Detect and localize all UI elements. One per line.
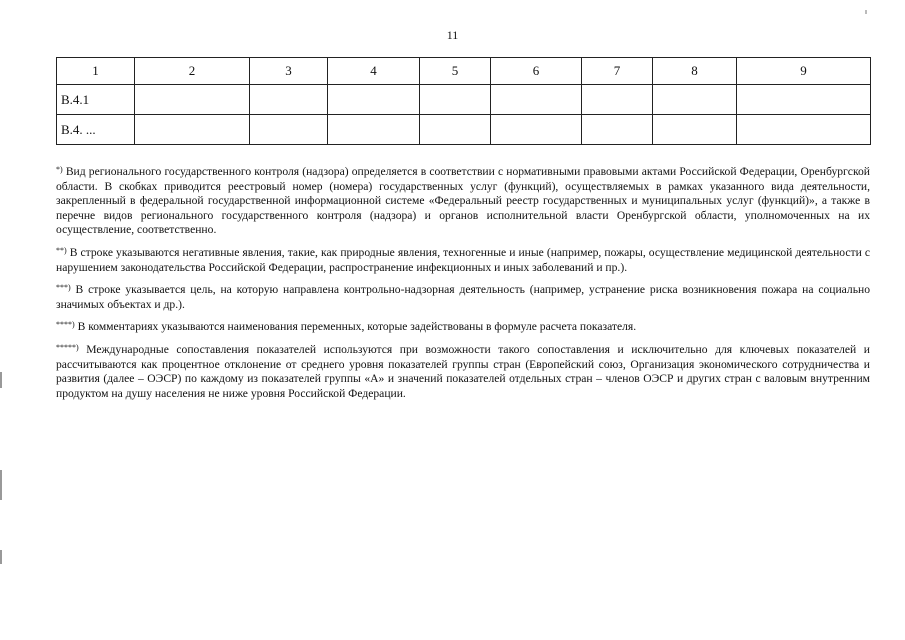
table-cell	[491, 85, 582, 115]
table-cell	[135, 85, 250, 115]
column-header: 2	[135, 58, 250, 85]
table-cell	[653, 85, 737, 115]
footnote-text: В строке указываются негативные явления, такие, как природные явления, техногенные и иные (например, пожары, осуществление медицинской деятельности с нарушением законодательства Российской Федерации, распространение инфекционных и иных заболеваний и пр.).	[56, 245, 870, 274]
scan-artifact	[0, 470, 2, 500]
footnote	[56, 283, 870, 312]
table-cell	[328, 85, 420, 115]
footnote-mark: **)	[56, 245, 67, 255]
scan-artifact	[865, 10, 867, 14]
table-cell	[250, 85, 328, 115]
footnote-text: Международные сопоставления показателей используются при возможности такого сопоставления и исключительно для ключевых показателей и рассчитываются как процентное отклонение от среднего уровня показателей группы стран (Европейский союз, Организация экономического сотрудничества и развития (далее – ОЭСР) по каждому из показателей группы «А» и значений показателей отдельных стран – членов ОЭСР и других стран с валовым внутренним продуктом на душу населения не ниже уровня Российской Федерации.	[56, 342, 870, 400]
table-cell	[582, 85, 653, 115]
scan-artifact	[0, 550, 2, 564]
footnote-mark: *)	[56, 165, 63, 174]
footnote-mark: ****)	[56, 320, 75, 330]
footnote-mark: ***)	[56, 283, 71, 293]
footnote	[56, 246, 870, 275]
indicator-table	[56, 57, 871, 145]
table-cell: В.4.1	[57, 85, 135, 115]
table-cell	[135, 115, 250, 145]
table-cell	[250, 115, 328, 145]
column-header: 7	[582, 58, 653, 85]
footnotes	[56, 165, 870, 409]
footnote	[56, 343, 870, 401]
table-cell	[491, 115, 582, 145]
table-cell	[420, 115, 491, 145]
footnote-text: Вид регионального государственного контроля (надзора) определяется в соответствии с нормативными правовыми актами Российской Федерации, Оренбургской области. В скобках приводится реестровый номер (номера) государственных услуг (функций), осуществляемых в рамках указанного вида деятельности, закрепленный в федеральной государственной информационной системе «Федеральный реестр государственных и муниципальных услуг (функций)», а также в перечне видов регионального государственного контроля (надзора) и органов исполнительной власти Оренбургской области, уполномоченных на их осуществление, соответственно.	[56, 165, 870, 237]
column-header: 6	[491, 58, 582, 85]
table-row	[57, 115, 871, 145]
table-cell	[420, 85, 491, 115]
column-header: 4	[328, 58, 420, 85]
table-cell	[737, 85, 871, 115]
footnote-text: В строке указывается цель, на которую направлена контрольно-надзорная деятельность (например, устранение риска возникновения пожара на социально значимых объектах и др.).	[56, 283, 870, 311]
table-cell	[582, 115, 653, 145]
footnote	[56, 165, 870, 238]
footnote-mark: *****)	[56, 342, 79, 352]
footnote-text: В комментариях указываются наименования переменных, которые задействованы в формуле расчета показателя.	[74, 320, 637, 334]
page-number: 11	[446, 28, 459, 42]
column-header: 8	[653, 58, 737, 85]
column-header: 1	[57, 58, 135, 85]
table-cell	[737, 115, 871, 145]
scan-artifact	[0, 372, 2, 388]
table-cell: В.4. ...	[57, 115, 135, 145]
table-cell	[328, 115, 420, 145]
column-header: 9	[737, 58, 871, 85]
table-header-row	[57, 58, 871, 85]
table-cell	[653, 115, 737, 145]
column-header: 5	[420, 58, 491, 85]
footnote	[56, 320, 870, 335]
column-header: 3	[250, 58, 328, 85]
table-row	[57, 85, 871, 115]
